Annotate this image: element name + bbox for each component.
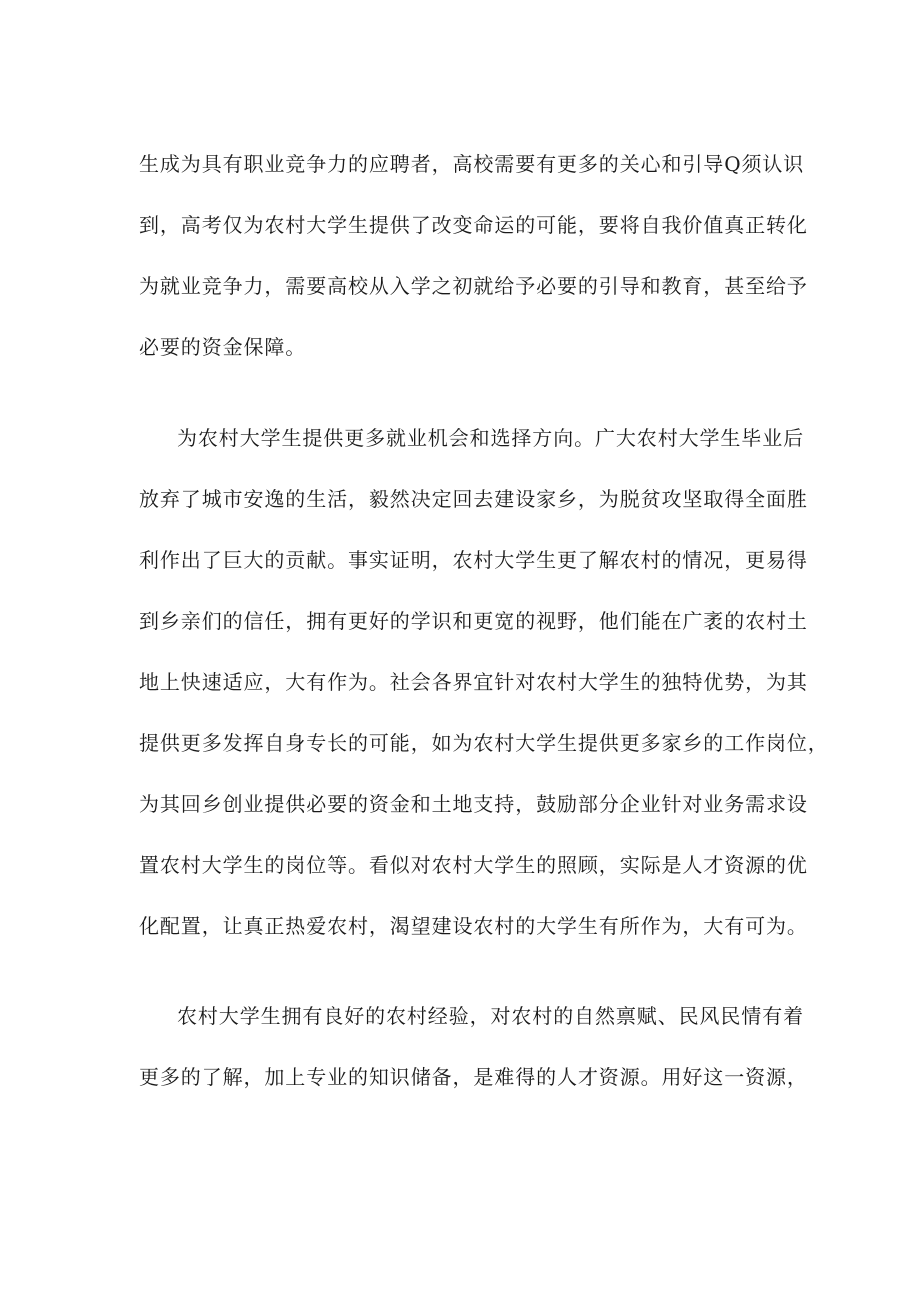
paragraph-2-line-7: 为其回乡创业提供必要的资金和土地支持，鼓励部分企业针对业务需求设	[139, 792, 808, 816]
paragraph-2-line-6: 提供更多发挥自身专长的可能，如为农村大学生提供更多家乡的工作岗位，	[139, 731, 829, 755]
paragraph-3-line-2: 更多的了解，加上专业的知识储备，是难得的人才资源。用好这一资源，	[139, 1065, 808, 1089]
paragraph-2-line-9: 化配置，让真正热爱农村，渴望建设农村的大学生有所作为，大有可为。	[139, 914, 808, 938]
paragraph-2-line-8: 置农村大学生的岗位等。看似对农村大学生的照顾，实际是人才资源的优	[139, 853, 808, 877]
paragraph-2-line-2: 放弃了城市安逸的生活，毅然决定回去建设家乡，为脱贫攻坚取得全面胜	[139, 487, 808, 511]
paragraph-2-line-4: 到乡亲们的信任，拥有更好的学识和更宽的视野，他们能在广袤的农村土	[139, 609, 808, 633]
paragraph-1-line-3: 为就业竞争力，需要高校从入学之初就给予必要的引导和教育，甚至给予	[139, 274, 808, 298]
paragraph-1-line-4: 必要的资金保障。	[139, 335, 307, 359]
paragraph-1-line-2: 到，高考仅为农村大学生提供了改变命运的可能，要将自我价值真正转化	[139, 213, 808, 237]
paragraph-1-line-1: 生成为具有职业竞争力的应聘者，高校需要有更多的关心和引导Q须认识	[139, 152, 805, 176]
paragraph-2-line-3: 利作出了巨大的贡献。事实证明，农村大学生更了解农村的情况，更易得	[139, 548, 808, 572]
paragraph-2-line-1: 为农村大学生提供更多就业机会和选择方向。广大农村大学生毕业后	[177, 426, 804, 450]
paragraph-3-line-1: 农村大学生拥有良好的农村经验，对农村的自然禀赋、民风民情有着	[177, 1004, 804, 1028]
paragraph-2-line-5: 地上快速适应，大有作为。社会各界宜针对农村大学生的独特优势，为其	[139, 670, 808, 694]
